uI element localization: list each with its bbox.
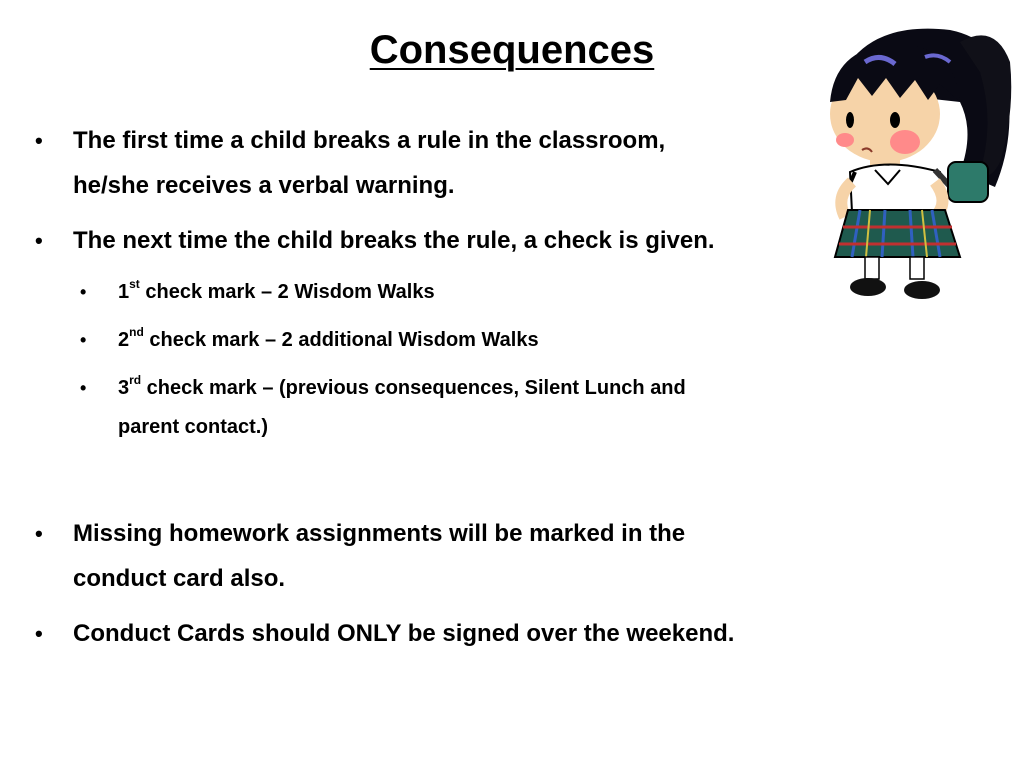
sub-bullet-first-check: • 1st check mark – 2 Wisdom Walks <box>118 273 808 312</box>
bullet-dot: • <box>35 621 43 646</box>
bullet-dot: • <box>80 282 87 302</box>
sub-bullet-second-check: • 2nd check mark – 2 additional Wisdom Walks <box>118 321 808 360</box>
sub-bullet-third-check: • 3rd check mark – (previous consequences, Silent Lunch and parent contact.) <box>118 369 808 447</box>
bullet-dot: • <box>35 228 43 253</box>
bullet-conduct-cards: • Conduct Cards should ONLY be signed over the weekend. <box>73 611 823 656</box>
bullet-dot: • <box>80 378 87 398</box>
schoolgirl-illustration <box>810 22 1015 302</box>
bullet-next-time: • The next time the child breaks the rule, a check is given. <box>73 218 823 263</box>
slide-title: Consequences <box>369 28 655 72</box>
bullet-dot: • <box>80 330 87 350</box>
bullet-dot: • <box>35 128 43 153</box>
bullet-first-time: • The first time a child breaks a rule in the classroom, he/she receives a verbal warning. <box>73 118 823 208</box>
bullet-dot: • <box>35 521 43 546</box>
bullet-missing-homework: • Missing homework assignments will be marked in the conduct card also. <box>73 511 823 601</box>
